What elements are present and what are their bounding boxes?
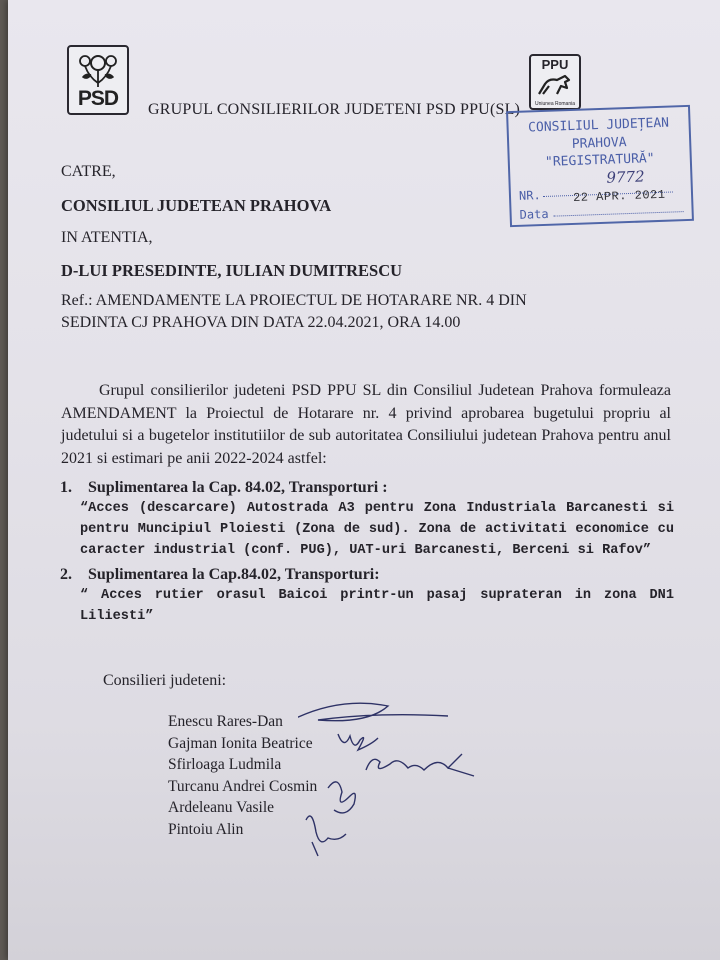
attention-label: IN ATENTIA,	[61, 229, 153, 246]
recipient: CONSILIUL JUDETEAN PRAHOVA	[61, 196, 332, 215]
stamp-line-1: CONSILIUL JUDEȚEAN	[527, 115, 670, 136]
group-title: GRUPUL CONSILIERILOR JUDETENI PSD PPU(SL)	[148, 101, 521, 118]
reference-line-2: SEDINTA CJ PRAHOVA DIN DATA 22.04.2021, ORA 14.00	[61, 314, 461, 331]
stamp-line-2: PRAHOVA	[571, 135, 627, 152]
stamp-data-line	[554, 211, 684, 217]
signatory-name: Enescu Rares-Dan	[168, 713, 283, 730]
stamp-date: 22 APR. 2021	[572, 187, 666, 205]
rose-icon	[71, 49, 125, 89]
signatory-name: Turcanu Andrei Cosmin	[168, 777, 318, 795]
item-1-number: 1.	[60, 479, 72, 496]
horse-icon	[535, 72, 575, 98]
psd-logo-text: PSD	[77, 87, 119, 110]
handwritten-signatures	[298, 692, 498, 872]
body-paragraph	[61, 380, 671, 470]
item-2-detail: “ Acces rutier orasul Baicoi printr-un pasaj suprateran in zona DN1 Liliesti”	[80, 588, 674, 624]
item-2-number: 2.	[60, 566, 72, 583]
stamp-number-handwritten: 9772	[606, 167, 645, 187]
signatories-label: Consilieri judeteni:	[103, 672, 227, 689]
attention-person: D-LUI PRESEDINTE, IULIAN DUMITRESCU	[61, 261, 403, 280]
signatories-list	[168, 711, 317, 840]
ppu-logo-subtext: Uniunea Romania	[534, 101, 576, 107]
body-paragraph-text: Grupul consilierilor judeteni PSD PPU SL din Consiliul Judetean Prahova formuleaza AMENDAMENT la Proiectul de Hotarare nr. 4 privind aprobarea bugetului propriu al judetului si a bugetelor institutiilor de sub autoritatea Consiliului judetean Prahova pentru anul 2021 si estimari pe anii 2022-2024 astfel:	[61, 382, 671, 467]
signatory-name: Pintoiu Alin	[168, 820, 244, 838]
document-page	[8, 0, 720, 960]
item-2-title: Suplimentarea la Cap.84.02, Transporturi:	[88, 566, 380, 583]
item-1-title: Suplimentarea la Cap. 84.02, Transporturi :	[88, 479, 388, 496]
signatory-name: Ardeleanu Vasile	[168, 799, 275, 816]
ppu-logo	[529, 54, 581, 110]
stamp-line-3: "REGISTRATURĂ"	[544, 151, 655, 170]
signatory-name: Sfirloaga Ludmila	[168, 756, 282, 773]
reference-line-1: Ref.: AMENDAMENTE LA PROIECTUL DE HOTARARE NR. 4 DIN	[61, 292, 527, 309]
ppu-logo-text: PPU	[541, 57, 569, 72]
psd-logo	[67, 45, 129, 115]
stamp-nr-label: NR.	[518, 188, 541, 203]
signatory-name: Gajman Ionita Beatrice	[168, 734, 313, 752]
item-1-detail: “Acces (descarcare) Autostrada A3 pentru Zona Industriala Barcanesti si pentru Muncipiul Ploiesti (Zona de sud). Zona de activitati economice cu caracter industrial (conf. PUG), UAT-uri Barcanesti, Berceni si Rafov”	[80, 501, 674, 558]
registry-stamp	[506, 105, 694, 227]
stamp-data-label: Data	[519, 206, 549, 222]
to-label: CATRE,	[61, 163, 116, 180]
